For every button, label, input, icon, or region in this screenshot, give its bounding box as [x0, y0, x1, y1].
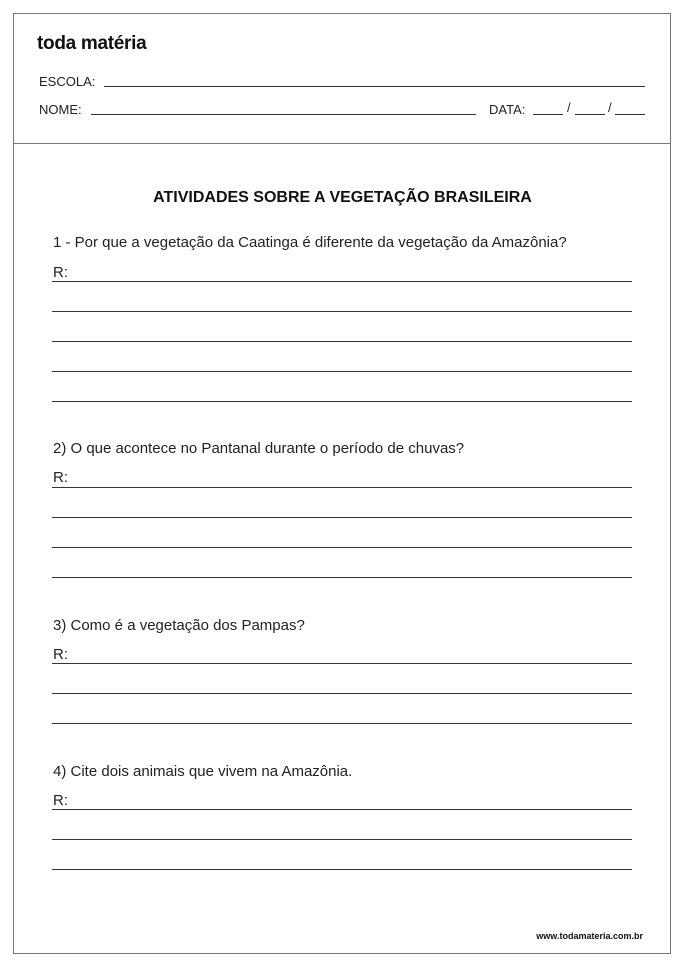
answer-line[interactable] [52, 547, 632, 548]
answer-label-4: R: [53, 792, 68, 809]
answer-line[interactable] [52, 281, 632, 282]
question-1: 1 - Por que a vegetação da Caatinga é diferente da vegetação da Amazônia? [53, 234, 567, 251]
name-label: NOME: [39, 102, 82, 117]
date-label: DATA: [489, 102, 526, 117]
answer-line[interactable] [52, 839, 632, 840]
date-day-field[interactable] [533, 114, 563, 115]
question-4: 4) Cite dois animais que vivem na Amazônia. [53, 763, 353, 780]
school-label: ESCOLA: [39, 74, 96, 89]
answer-line[interactable] [52, 371, 632, 372]
answer-line[interactable] [52, 809, 632, 810]
question-3: 3) Como é a vegetação dos Pampas? [53, 617, 305, 634]
answer-line[interactable] [52, 341, 632, 342]
answer-line[interactable] [52, 663, 632, 664]
brand-logo: toda matéria [37, 33, 147, 54]
worksheet-frame [13, 13, 671, 954]
footer-website: www.todamateria.com.br [536, 931, 643, 941]
answer-line[interactable] [52, 487, 632, 488]
header-divider [14, 143, 670, 144]
date-separator: / [608, 100, 612, 115]
answer-label-1: R: [53, 264, 68, 281]
date-separator: / [567, 100, 571, 115]
answer-line[interactable] [52, 869, 632, 870]
date-month-field[interactable] [575, 114, 605, 115]
question-2: 2) O que acontece no Pantanal durante o período de chuvas? [53, 440, 465, 457]
answer-line[interactable] [52, 401, 632, 402]
worksheet-title: ATIVIDADES SOBRE A VEGETAÇÃO BRASILEIRA [153, 189, 532, 206]
answer-line[interactable] [52, 311, 632, 312]
name-field[interactable] [91, 114, 476, 115]
answer-line[interactable] [52, 693, 632, 694]
answer-line[interactable] [52, 577, 632, 578]
answer-label-3: R: [53, 646, 68, 663]
answer-line[interactable] [52, 723, 632, 724]
date-year-field[interactable] [615, 114, 645, 115]
answer-label-2: R: [53, 469, 68, 486]
answer-line[interactable] [52, 517, 632, 518]
school-field[interactable] [104, 86, 645, 87]
